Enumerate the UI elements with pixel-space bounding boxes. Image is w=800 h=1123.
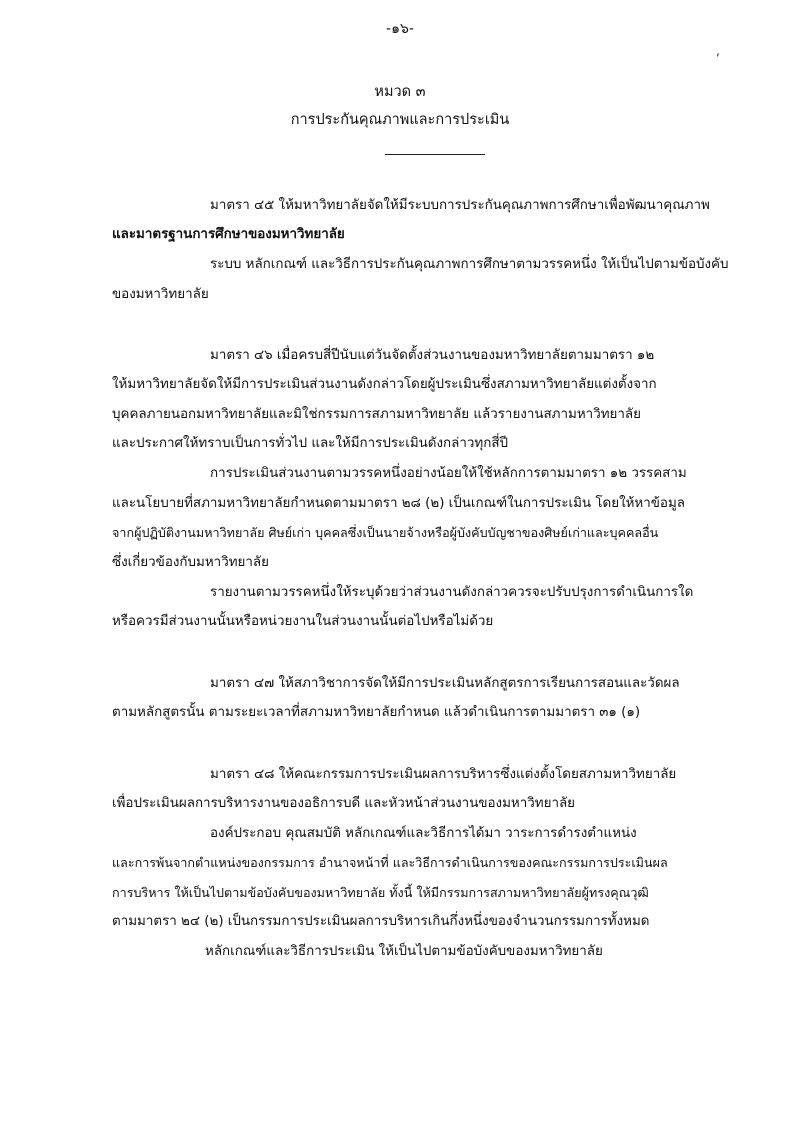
section-45-line-1: มาตรา ๔๕ ให้มหาวิทยาลัยจัดให้มีระบบการประกันคุณภาพการศึกษาเพื่อพัฒนาคุณภาพ bbox=[210, 198, 710, 213]
section-46-line-4: และประกาศให้ทราบเป็นการทั่วไป และให้มีการประเมินดังกล่าวทุกสี่ปี bbox=[112, 436, 509, 451]
scan-speck: , bbox=[716, 44, 720, 58]
section-45-line-2: และมาตรฐานการศึกษาของมหาวิทยาลัย bbox=[112, 227, 345, 242]
section-48-line-7: หลักเกณฑ์และวิธีการประเมิน ให้เป็นไปตามข้อบังคับของมหาวิทยาลัย bbox=[205, 944, 603, 959]
section-46-line-7: จากผู้ปฏิบัติงานมหาวิทยาลัย ศิษย์เก่า บุคคลซึ่งเป็นนายจ้างหรือผู้บังคับบัญชาของศิษย์เก่าและบุคคลอื่น bbox=[112, 525, 659, 540]
section-46-line-5: การประเมินส่วนงานตามวรรคหนึ่งอย่างน้อยให้ใช้หลักการตามมาตรา ๑๒ วรรคสาม bbox=[210, 466, 687, 481]
section-46-line-9: รายงานตามวรรคหนึ่งให้ระบุด้วยว่าส่วนงานดังกล่าวควรจะปรับปรุงการดำเนินการใด bbox=[210, 585, 694, 600]
section-48-line-2: เพื่อประเมินผลการบริหารงานของอธิการบดี และหัวหน้าส่วนงานของมหาวิทยาลัย bbox=[112, 796, 576, 811]
section-45-line-4: ของมหาวิทยาลัย bbox=[112, 287, 209, 302]
section-45-line-3: ระบบ หลักเกณฑ์ และวิธีการประกันคุณภาพการศึกษาตามวรรคหนึ่ง ให้เป็นไปตามข้อบังคับ bbox=[210, 257, 729, 272]
section-48-line-6: ตามมาตรา ๒๔ (๒) เป็นกรรมการประเมินผลการบริหารเกินกึ่งหนึ่งของจำนวนกรรมการทั้งหมด bbox=[112, 914, 650, 929]
section-46-line-2: ให้มหาวิทยาลัยจัดให้มีการประเมินส่วนงานดังกล่าวโดยผู้ประเมินซึ่งสภามหาวิทยาลัยแต่งตั้งจาก bbox=[112, 377, 657, 392]
chapter-label: หมวด ๓ bbox=[374, 84, 426, 100]
section-47-line-1: มาตรา ๔๗ ให้สภาวิชาการจัดให้มีการประเมินหลักสูตรการเรียนการสอนและวัดผล bbox=[210, 676, 680, 691]
section-46-line-10: หรือควรมีส่วนงานนั้นหรือหน่วยงานในส่วนงานนั้นต่อไปหรือไม่ด้วย bbox=[112, 614, 494, 629]
section-46-line-1: มาตรา ๔๖ เมื่อครบสี่ปีนับแต่วันจัดตั้งส่วนงานของมหาวิทยาลัยตามมาตรา ๑๒ bbox=[210, 348, 655, 363]
section-46-line-3: บุคคลภายนอกมหาวิทยาลัยและมิใช่กรรมการสภามหาวิทยาลัย แล้วรายงานสภามหาวิทยาลัย bbox=[112, 407, 641, 422]
section-47-line-2: ตามหลักสูตรนั้น ตามระยะเวลาที่สภามหาวิทยาลัยกำหนด แล้วดำเนินการตามมาตรา ๓๑ (๑) bbox=[112, 705, 641, 720]
section-48-line-4: และการพ้นจากตำแหน่งของกรรมการ อำนาจหน้าที่ และวิธีการดำเนินการของคณะกรรมการประเมินผล bbox=[112, 855, 668, 870]
chapter-title: การประกันคุณภาพและการประเมิน bbox=[290, 112, 510, 128]
section-48-line-3: องค์ประกอบ คุณสมบัติ หลักเกณฑ์และวิธีการได้มา วาระการดำรงตำแหน่ง bbox=[210, 826, 637, 841]
section-46-line-6: และนโยบายที่สภามหาวิทยาลัยกำหนดตามมาตรา ๒๘ (๒) เป็นเกณฑ์ในการประเมิน โดยให้หาข้อมูล bbox=[112, 496, 686, 511]
section-48-line-1: มาตรา ๔๘ ให้คณะกรรมการประเมินผลการบริหารซึ่งแต่งตั้งโดยสภามหาวิทยาลัย bbox=[210, 767, 677, 782]
section-46-line-8: ซึ่งเกี่ยวข้องกับมหาวิทยาลัย bbox=[112, 555, 269, 570]
title-underline bbox=[385, 154, 485, 155]
section-48-line-5: การบริหาร ให้เป็นไปตามข้อบังคับของมหาวิทยาลัย ทั้งนี้ ให้มีกรรมการสภามหาวิทยาลัยผู้ทรงคุณวุฒิ bbox=[112, 885, 649, 900]
page-number: -๑๖- bbox=[386, 21, 414, 37]
